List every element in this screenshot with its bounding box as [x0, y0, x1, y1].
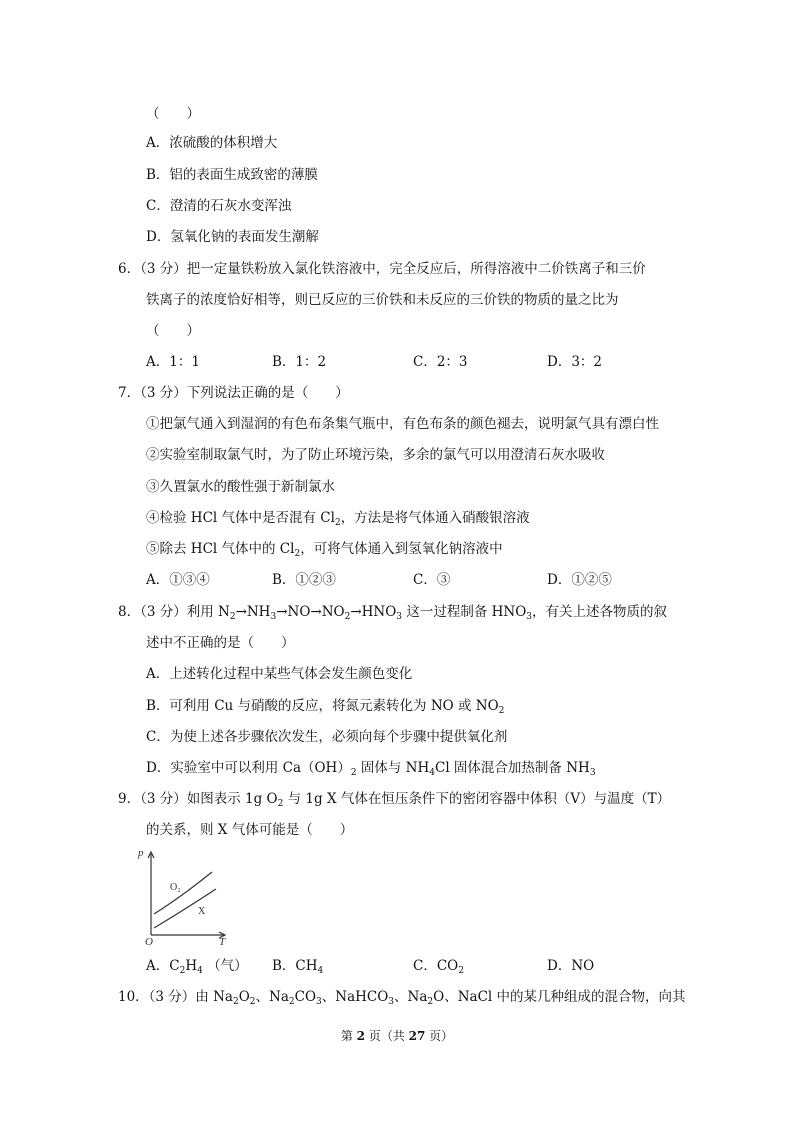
q7-option-b: B．①②③: [272, 572, 336, 588]
q6-option-d: D．3：2: [547, 354, 603, 370]
volume-temperature-graph: [136, 842, 236, 947]
q7-option-a: A．①③④: [146, 572, 210, 588]
q8-option-a: A．上述转化过程中某些气体会发生颜色变化: [146, 666, 413, 682]
q8-stem-line2: 述中不正确的是（ ）: [146, 635, 295, 651]
graph-origin-label: O: [145, 936, 153, 947]
q6-option-b: B．1：2: [272, 354, 327, 370]
q5-option-a: A．浓硫酸的体积增大: [146, 135, 278, 151]
q7-stem: 7．（3 分）下列说法正确的是（ ）: [118, 385, 349, 401]
q7-statement-2: ②实验室制取氯气时，为了防止环境污染，多余的氯气可以用澄清石灰水吸收: [146, 447, 605, 463]
q6-stem-line2: 铁离子的浓度恰好相等，则已反应的三价铁和未反应的三价铁的物质的量之比为: [146, 292, 619, 308]
q7-statement-3: ③久置氯水的酸性强于新制氯水: [146, 479, 335, 495]
q6-stem-line1: 6．（3 分）把一定量铁粉放入氯化铁溶液中，完全反应后，所得溶液中二价铁离子和三价: [118, 261, 646, 277]
q9-options: [0, 957, 794, 975]
graph-curve1-label: O₂: [170, 882, 181, 893]
q9-option-c: C．$CO_2$: [413, 958, 464, 976]
q5-tail-paren: （ ）: [146, 106, 200, 122]
q9-stem-line2: 的关系，则 X 气体可能是（ ）: [146, 822, 354, 838]
q9-option-a: A．$C_2H_4$ （气）: [146, 958, 248, 976]
q7-statement-1: ①把氯气通入到湿润的有色布条集气瓶中，有色布条的颜色褪去，说明氯气具有漂白性: [146, 416, 659, 432]
q8-option-c: C．为使上述各步骤依次发生，必须向每个步骤中提供氧化剂: [146, 729, 508, 745]
q8-stem-line1: 8．（3 分）利用 $N_2\to NH_3\to NO\to NO_2\to HNO_3$ 这一过程制备 $HNO_3$，有关上述各物质的叙: [118, 604, 668, 622]
q8-option-d: D．实验室中可以利用 $Ca(OH)_2$ 固体与 $NH_4Cl$ 固体混合加热制备 $NH_3$: [146, 760, 596, 778]
total-page-count: 27: [408, 1029, 426, 1043]
q7-statement-4: ④检验 HCl 气体中是否混有 $Cl_2$，方法是将气体通入硝酸银溶液: [146, 510, 530, 528]
q7-option-c: C．③: [413, 572, 451, 588]
q9-option-d: D．NO: [547, 958, 595, 974]
q6-option-a: A．1：1: [146, 354, 200, 370]
q9-option-b: B．$CH_4$: [272, 958, 324, 976]
q5-option-b: B．铝的表面生成致密的薄膜: [146, 167, 318, 183]
q8-option-b: B．可利用 Cu 与硝酸的反应，将氮元素转化为 NO 或 $NO_2$: [146, 698, 505, 716]
q9-stem-line1: 9．（3 分）如图表示 1g $O_2$ 与 1g X 气体在恒压条件下的密闭容器中体积（V）与温度（T）: [118, 791, 671, 809]
graph-y-label: p: [138, 847, 144, 859]
q5-option-d: D．氢氧化钠的表面发生潮解: [146, 229, 319, 245]
q6-stem-line3: （ ）: [146, 323, 200, 339]
q6-option-c: C．2：3: [413, 354, 468, 370]
page-footer: 第 2 页（共 27 页）: [340, 1029, 454, 1043]
current-page-number: 2: [356, 1029, 365, 1043]
q6-options: [0, 353, 794, 371]
graph-x-label: T: [219, 936, 226, 947]
q7-options: [0, 571, 794, 589]
q7-option-d: D．①②⑤: [547, 572, 612, 588]
graph-curve2-label: X: [198, 906, 206, 917]
q10-stem-line1: 10．（3 分）由 $Na_2O_2$、$Na_2CO_3$、NaHCO$_3$、$Na_2O$、NaCl 中的某几种组成的混合物，向其: [118, 989, 686, 1007]
q7-statement-5: ⑤除去 HCl 气体中的 $Cl_2$，可将气体通入到氢氧化钠溶液中: [146, 541, 503, 559]
q5-option-c: C．澄清的石灰水变浑浊: [146, 198, 292, 214]
